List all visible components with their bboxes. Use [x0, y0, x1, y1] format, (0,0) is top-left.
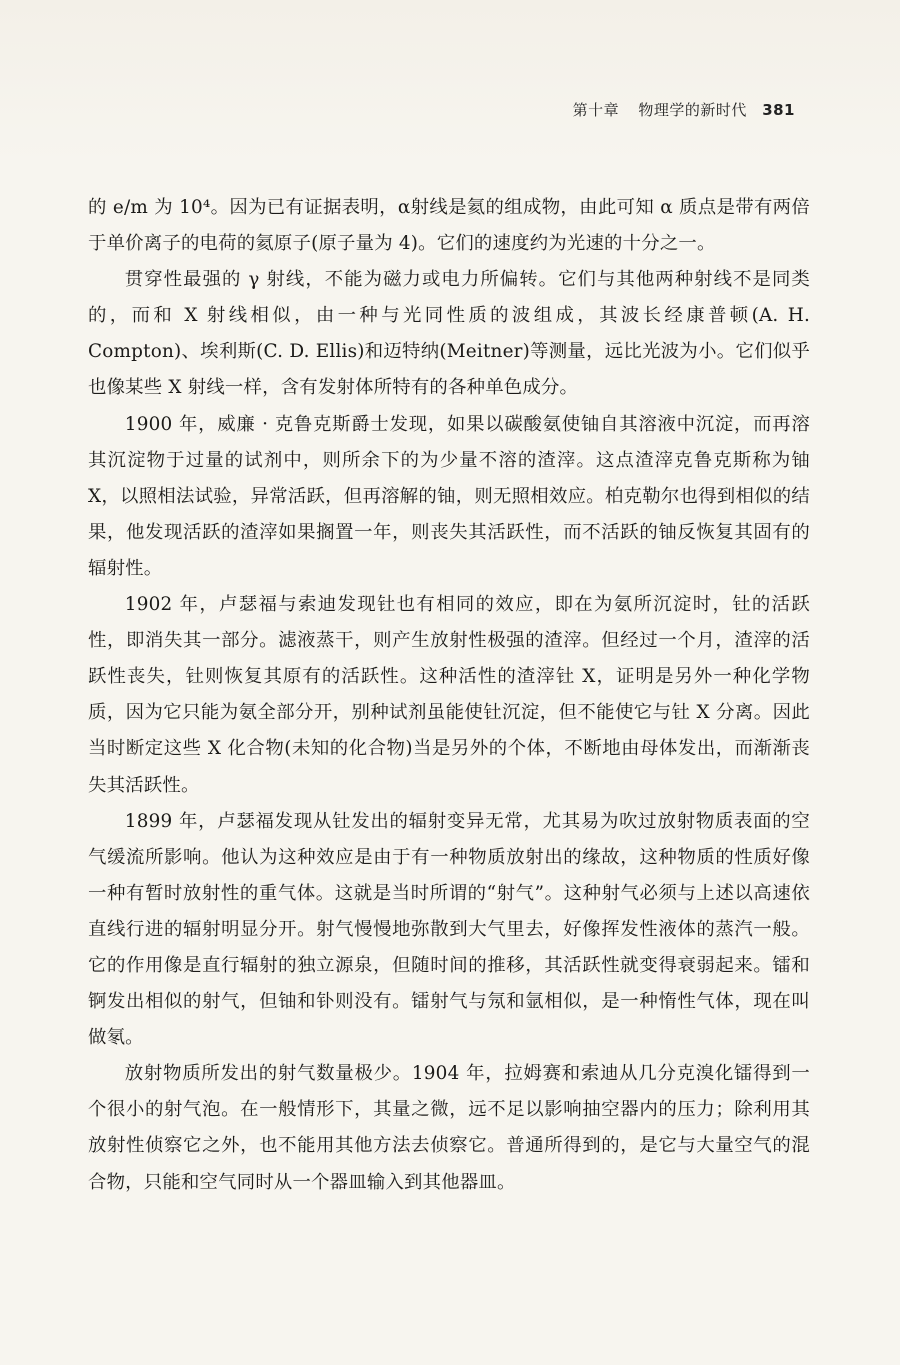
paragraph-uranium-x: 1900 年，威廉 · 克鲁克斯爵士发现，如果以碳酸氨使铀自其溶液中沉淀，而再溶其沉淀物于过量的试剂中，则所余下的为少量不溶的渣滓。这点渣滓克鲁克斯称为铀 X，以照相法试验，异常活跃，但再溶解的铀，则无照相效应。柏克勒尔也得到相似的结果，他发现活跃的渣滓如果搁置一年，则丧失其活跃性，而不活跃的铀反恢复其固有的辐射性。	[88, 413, 810, 579]
paragraph-continuation: 的 e/m 为 10⁴。因为已有证据表明，α射线是氦的组成物，由此可知 α 质点是带有两倍于单价离子的电荷的氦原子(原子量为 4)。它们的速度约为光速的十分之一。	[88, 197, 810, 255]
paragraph-gamma-rays: 贯穿性最强的 γ 射线，不能为磁力或电力所偏转。它们与其他两种射线不是同类的，而和 X 射线相似，由一种与光同性质的波组成，其波长经康普顿(A. H. Compton)、埃利斯(C. D. Ellis)和迈特纳(Meitner)等测量，远比光波为小。它们似乎也像某些 X 射线一样，含有发射体所特有的各种单色成分。	[88, 269, 810, 399]
paragraph-radon-quantity: 放射物质所发出的射气数量极少。1904 年，拉姆赛和索迪从几分克溴化镭得到一个很小的射气泡。在一般情形下，其量之微，远不足以影响抽空器内的压力；除利用其放射性侦察它之外，也不能用其他方法去侦察它。普通所得到的，是它与大量空气的混合物，只能和空气同时从一个器皿输入到其他器皿。	[88, 1063, 810, 1193]
body-text	[88, 190, 810, 1201]
page-number: 381	[762, 101, 795, 119]
chapter-label: 第十章	[572, 101, 620, 119]
paragraph-thorium-x: 1902 年，卢瑟福与索迪发现钍也有相同的效应，即在为氨所沉淀时，钍的活跃性，即消失其一部分。滤液蒸干，则产生放射性极强的渣滓。但经过一个月，渣滓的活跃性丧失，钍则恢复其原有的活跃性。这种活性的渣滓钍 X，证明是另外一种化学物质，因为它只能为氨全部分开，别种试剂虽能使钍沉淀，但不能使它与钍 X 分离。因此当时断定这些 X 化合物(未知的化合物)当是另外的个体，不断地由母体发出，而渐渐丧失其活跃性。	[88, 594, 810, 796]
paragraph-emanation: 1899 年，卢瑟福发现从钍发出的辐射变异无常，尤其易为吹过放射物质表面的空气缓流所影响。他认为这种效应是由于有一种物质放射出的缘故，这种物质的性质好像一种有暂时放射性的重气体。这就是当时所谓的“射气”。这种射气必须与上述以高速依直线行进的辐射明显分开。射气慢慢地弥散到大气里去，好像挥发性液体的蒸汽一般。它的作用像是直行辐射的独立源泉，但随时间的推移，其活跃性就变得衰弱起来。镭和锕发出相似的射气，但铀和钋则没有。镭射气与氖和氩相似，是一种惰性气体，现在叫做氡。	[88, 810, 810, 1049]
section-title: 物理学的新时代	[638, 101, 747, 119]
running-head	[573, 99, 795, 120]
